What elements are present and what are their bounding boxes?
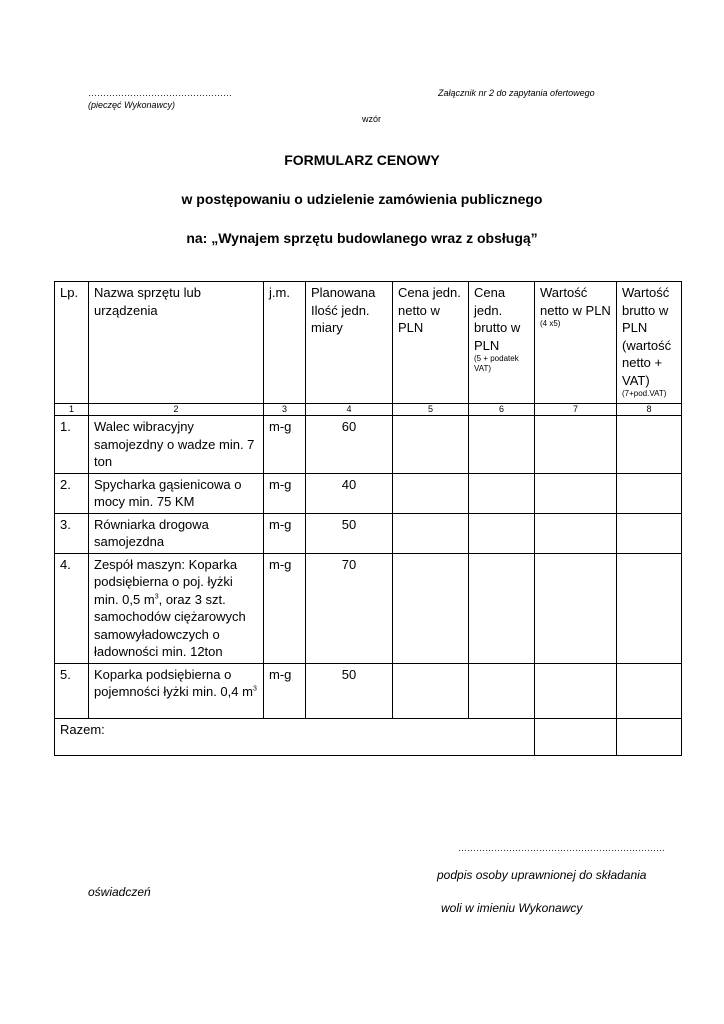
header-value-gross-note: (7+pod.VAT) [622, 389, 667, 398]
header-price-net: Cena jedn. netto w PLN [393, 282, 469, 404]
row-lp: 1. [55, 416, 89, 474]
header-value-net-label: Wartość netto w PLN [540, 285, 611, 318]
row-value-net-cell[interactable] [535, 513, 617, 553]
table-header-row [55, 282, 682, 404]
signature-line3: woli w imieniu Wykonawcy [441, 901, 583, 915]
price-table [54, 281, 682, 756]
row-name-part1: Koparka podsiębierna o pojemności łyżki min. 0,4 m [94, 666, 253, 699]
col-number: 1 [55, 404, 89, 416]
form-title: FORMULARZ CENOWY [284, 152, 440, 168]
row-price-net-cell[interactable] [393, 416, 469, 474]
row-qty: 50 [306, 513, 393, 553]
row-name-sup: 3 [154, 593, 159, 601]
header-value-gross-label: Wartość brutto w PLN (wartość netto + VAT) [622, 285, 672, 388]
total-label: Razem: [55, 718, 535, 755]
row-price-net-cell[interactable] [393, 663, 469, 718]
col-number: 7 [535, 404, 617, 416]
row-name-sup: 3 [252, 685, 257, 693]
total-value-net-cell[interactable] [535, 718, 617, 755]
row-name: Spycharka gąsienicowa o mocy min. 75 KM [89, 473, 264, 513]
row-price-net-cell[interactable] [393, 553, 469, 663]
header-name: Nazwa sprzętu lub urządzenia [89, 282, 264, 404]
header-value-net [535, 282, 617, 404]
row-price-gross-cell[interactable] [469, 553, 535, 663]
row-qty: 40 [306, 473, 393, 513]
row-value-gross-cell[interactable] [617, 416, 682, 474]
header-lp: Lp. [55, 282, 89, 404]
header-unit: j.m. [264, 282, 306, 404]
row-name-part2: , oraz 3 szt. samochodów ciężarowych samowyładowczych o ładowności min. 12ton [94, 591, 246, 659]
row-unit: m-g [264, 473, 306, 513]
table-row [55, 473, 682, 513]
table-row [55, 553, 682, 663]
row-name: Walec wibracyjny samojezdny o wadze min. 7 ton [89, 416, 264, 474]
row-name [89, 663, 264, 718]
header-price-gross-label: Cena jedn. brutto w PLN [474, 285, 521, 353]
row-lp: 5. [55, 663, 89, 718]
table-row [55, 513, 682, 553]
total-value-gross-cell[interactable] [617, 718, 682, 755]
row-price-net-cell[interactable] [393, 473, 469, 513]
row-value-net-cell[interactable] [535, 553, 617, 663]
row-value-gross-cell[interactable] [617, 553, 682, 663]
row-unit: m-g [264, 416, 306, 474]
col-number: 3 [264, 404, 306, 416]
stamp-label: (pieczęć Wykonawcy) [88, 100, 176, 110]
header-price-gross-note: (5 + podatek VAT) [474, 354, 519, 373]
attachment-label: Załącznik nr 2 do zapytania ofertowego [438, 88, 595, 98]
row-value-net-cell[interactable] [535, 473, 617, 513]
row-qty: 70 [306, 553, 393, 663]
row-name: Równiarka drogowa samojezdna [89, 513, 264, 553]
header-value-net-note: (4 x5) [540, 319, 561, 328]
signature-dots: …………………………………………………………… [458, 843, 665, 853]
col-number: 8 [617, 404, 682, 416]
row-price-gross-cell[interactable] [469, 513, 535, 553]
form-subtitle: w postępowaniu o udzielenie zamówienia publicznego [181, 191, 543, 207]
row-value-gross-cell[interactable] [617, 473, 682, 513]
row-lp: 4. [55, 553, 89, 663]
table-row [55, 663, 682, 718]
row-name-part1: Zespół maszyn: Koparka podsiębierna o poj. łyżki min. 0,5 m [94, 556, 238, 607]
row-price-gross-cell[interactable] [469, 473, 535, 513]
header-price-gross [469, 282, 535, 404]
header-qty: Planowana Ilość jedn. miary [306, 282, 393, 404]
header-value-gross [617, 282, 682, 404]
row-lp: 3. [55, 513, 89, 553]
row-value-gross-cell[interactable] [617, 513, 682, 553]
signature-line1: podpis osoby uprawnionej do składania [437, 868, 647, 882]
row-price-gross-cell[interactable] [469, 416, 535, 474]
row-value-net-cell[interactable] [535, 416, 617, 474]
row-lp: 2. [55, 473, 89, 513]
form-subject: na: „Wynajem sprzętu budowlanego wraz z obsługą” [186, 230, 538, 246]
col-number: 5 [393, 404, 469, 416]
row-unit: m-g [264, 553, 306, 663]
row-price-net-cell[interactable] [393, 513, 469, 553]
row-unit: m-g [264, 513, 306, 553]
total-row [55, 718, 682, 755]
signature-line2: oświadczeń [88, 885, 151, 899]
col-number: 4 [306, 404, 393, 416]
pattern-label: wzór [362, 114, 382, 124]
table-row [55, 416, 682, 474]
row-name [89, 553, 264, 663]
row-value-gross-cell[interactable] [617, 663, 682, 718]
row-qty: 50 [306, 663, 393, 718]
column-numbers-row [55, 404, 682, 416]
row-qty: 60 [306, 416, 393, 474]
row-value-net-cell[interactable] [535, 663, 617, 718]
stamp-dots: ………………………………………… [88, 88, 232, 98]
row-unit: m-g [264, 663, 306, 718]
col-number: 2 [89, 404, 264, 416]
col-number: 6 [469, 404, 535, 416]
row-price-gross-cell[interactable] [469, 663, 535, 718]
